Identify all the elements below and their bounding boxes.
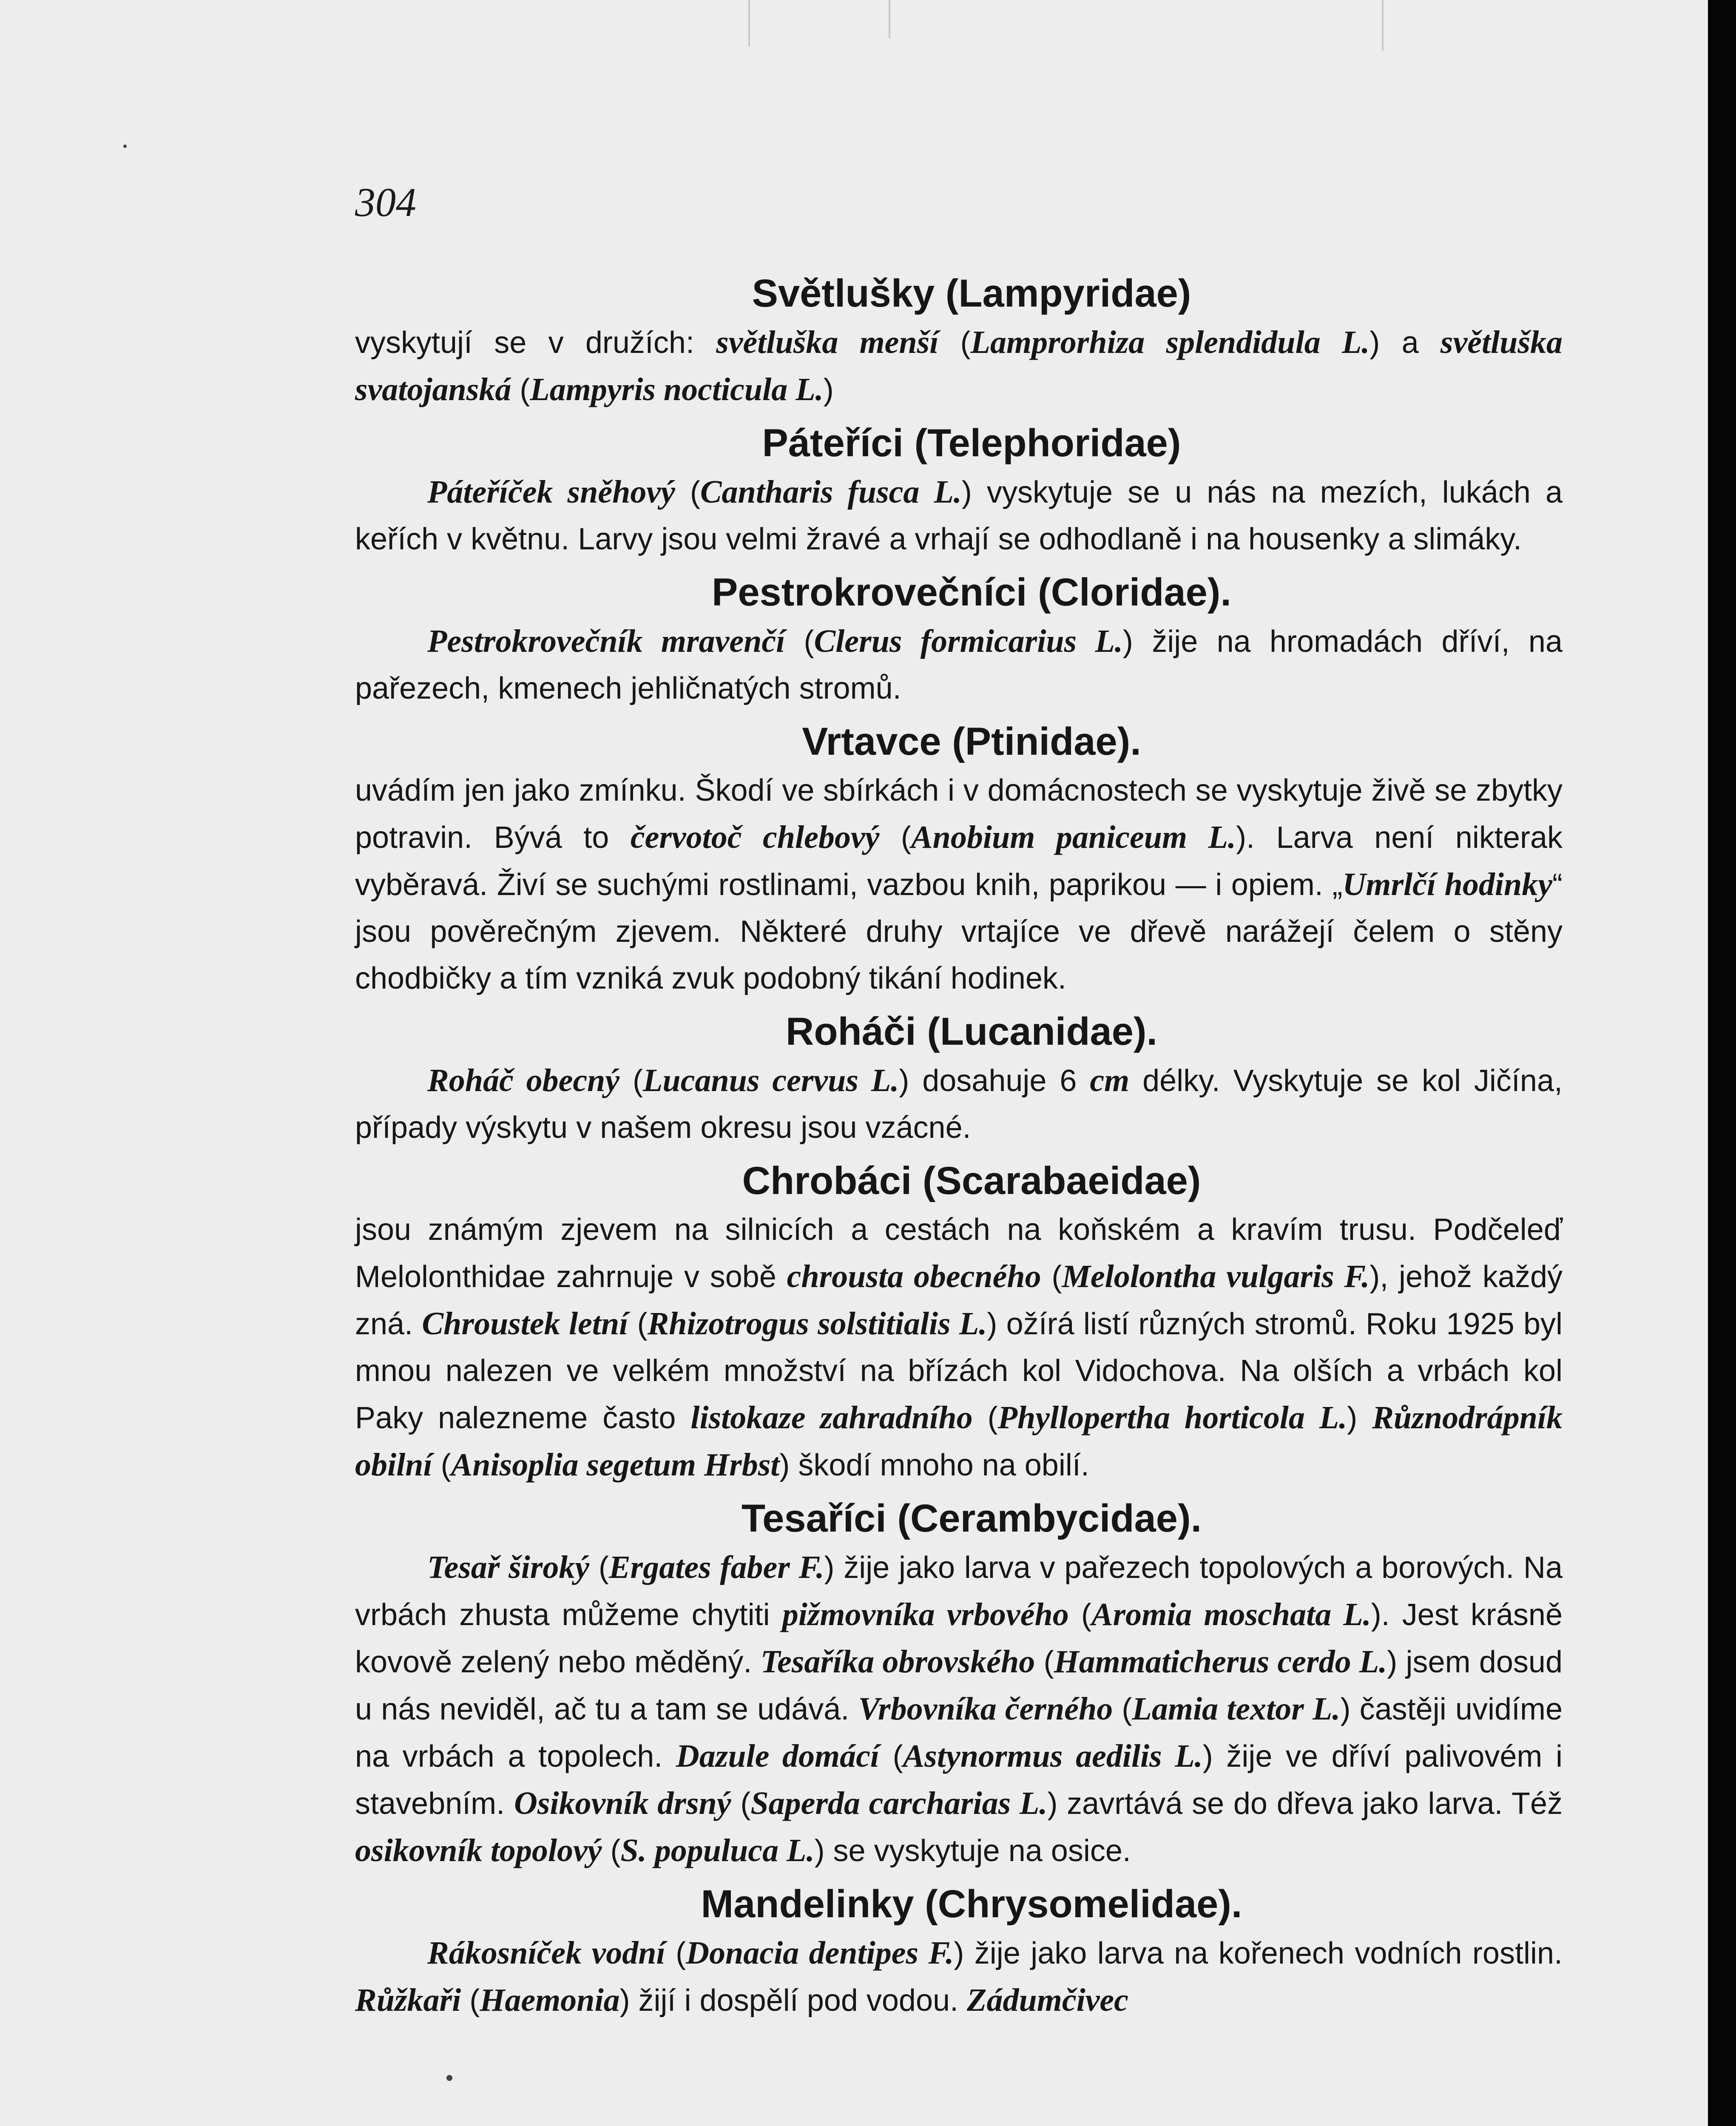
section-heading: Světlušky (Lampyridae) — [752, 272, 1191, 315]
species-name: S. populuca L. — [620, 1833, 815, 1868]
species-name: osikovník topolový — [355, 1833, 602, 1868]
species-name: Anobium paniceum L. — [911, 819, 1236, 855]
section-paragraph: vyskytují se v družích: světluška menší (Lamprorhiza splendidula L.) a světluška svatojanská (Lampyris nocticula L.) — [355, 324, 1563, 407]
scan-artifact-top — [889, 0, 890, 38]
species-name: Chroustek letní — [422, 1306, 628, 1342]
section-heading: Roháči (Lucanidae). — [785, 1010, 1158, 1053]
species-name: Lamia textor L. — [1132, 1691, 1341, 1727]
species-name: Anisoplia segetum Hrbst — [451, 1447, 780, 1483]
species-name: Růžkaři — [355, 1982, 461, 2018]
section-heading: Chrobáci (Scarabaeidae) — [742, 1159, 1201, 1202]
species-name: Lucanus cervus L. — [642, 1063, 899, 1098]
species-name: Aromia moschata L. — [1091, 1597, 1371, 1632]
species-name: listokaze zahradního — [690, 1400, 973, 1435]
section-paragraph: Pestrokrovečník mravenčí (Clerus formicarius L.) žije na hromadách dříví, na pařezech, kmenech jehličnatých stromů. — [355, 623, 1563, 705]
species-name: Hammaticherus cerdo L. — [1054, 1644, 1387, 1680]
scan-speck — [123, 145, 127, 148]
species-name: cm — [1090, 1063, 1130, 1098]
section-paragraph: Tesař široký (Ergates faber F.) žije jako larva v pařezech topolových a borových. Na vrbách zhusta můžeme chytiti pižmovníka vrbového (Aromia moschata L.). Jest krásně kovově zelený nebo měděný. Tesaříka obrovského (Hammaticherus cerdo L.) jsem dosud u nás neviděl, ač tu a tam se udává. Vrbovníka černého (Lamia textor L.) častěji uvidíme na vrbách a topolech. Dazule domácí (Astynormus aedilis L.) žije ve dříví palivovém i stavebním. Osikovník drsný (Saperda carcharias L.) zavrtává se do dřeva jako larva. Též osikovník topolový (S. populuca L.) se vyskytuje na osice. — [355, 1549, 1563, 1868]
section-paragraph: Rákosníček vodní (Donacia dentipes F.) žije jako larva na kořenech vodních rostlin. Růžkaři (Haemonia) žijí i dospělí pod vodou. Zádumčivec — [355, 1935, 1563, 2018]
species-name: Dazule domácí — [676, 1738, 879, 1774]
species-name: Lamprorhiza splendidula L. — [970, 324, 1370, 360]
species-name: Ergates faber F. — [608, 1549, 824, 1585]
species-name: pižmovníka vrbového — [782, 1597, 1069, 1632]
scan-artifact-top — [748, 0, 750, 47]
section-paragraph: Roháč obecný (Lucanus cervus L.) dosahuje 6 cm délky. Vyskytuje se kol Jičína, případy výskytu v našem okresu jsou vzácné. — [355, 1063, 1563, 1145]
species-name: světluška svatojanská — [355, 324, 1563, 407]
section-paragraph: uvádím jen jako zmínku. Škodí ve sbírkách i v domácnostech se vyskytuje živě se zbytky potravin. Bývá to červotoč chlebový (Anobium paniceum L.). Larva není nikterak vyběravá. Živí se suchými rostlinami, vazbou knih, paprikou — i opiem. „Umrlčí hodinky“ jsou pověrečným zjevem. Některé druhy vrtajíce ve dřevě narážejí čelem o stěny chodbičky a tím vzniká zvuk podobný tikání hodinek. — [355, 773, 1563, 995]
species-name: Různodrápník obilní — [355, 1400, 1563, 1483]
species-name: Haemonia — [480, 1982, 620, 2018]
species-name: Pestrokrovečník mravenčí — [427, 623, 785, 659]
section-heading: Mandelinky (Chrysomelidae). — [701, 1882, 1242, 1926]
species-name: Rhizotrogus solstitialis L. — [647, 1306, 987, 1342]
section-heading: Páteříci (Telephoridae) — [762, 421, 1181, 465]
section-heading: Vrtavce (Ptinidae). — [802, 720, 1141, 763]
species-name: Phyllopertha horticola L. — [997, 1400, 1347, 1435]
article-body — [355, 264, 1563, 2024]
species-name: Donacia dentipes F. — [686, 1935, 954, 1971]
species-name: Clerus formicarius L. — [814, 623, 1123, 659]
species-name: chrousta obecného — [787, 1259, 1041, 1294]
species-name: Tesaříka obrovského — [760, 1644, 1035, 1680]
species-name: Melolontha vulgaris F. — [1062, 1259, 1370, 1294]
species-name: Lampyris nocticula L. — [530, 372, 824, 407]
page-number: 304 — [355, 179, 416, 225]
species-name: Osikovník drsný — [514, 1785, 731, 1821]
scan-artifact-top — [1382, 0, 1384, 51]
species-name: Rákosníček vodní — [427, 1935, 665, 1971]
species-name: světluška menší — [716, 324, 939, 360]
species-name: Zádumčivec — [967, 1982, 1128, 2018]
scan-border-right — [1708, 0, 1736, 2126]
section-paragraph: Páteříček sněhový (Cantharis fusca L.) vyskytuje se u nás na mezích, lukách a keřích v květnu. Larvy jsou velmi žravé a vrhají se odhodlaně i na housenky a slimáky. — [355, 474, 1563, 556]
species-name: Saperda carcharias L. — [750, 1785, 1048, 1821]
scan-speck — [446, 2075, 452, 2081]
species-name: červotoč chlebový — [630, 819, 880, 855]
section-heading: Tesaříci (Cerambycidae). — [741, 1497, 1202, 1540]
species-name: Roháč obecný — [427, 1063, 620, 1098]
species-name: Tesař široký — [427, 1549, 590, 1585]
species-name: Vrbovníka černého — [858, 1691, 1113, 1727]
section-heading: Pestrokrovečníci (Cloridae). — [712, 571, 1231, 614]
species-name: Cantharis fusca L. — [700, 474, 962, 510]
section-paragraph: jsou známým zjevem na silnicích a cestách na koňském a kravím trusu. Podčeleď Melolonthidae zahrnuje v sobě chrousta obecného (Melolontha vulgaris F.), jehož každý zná. Chroustek letní (Rhizotrogus solstitialis L.) ožírá listí různých stromů. Roku 1925 byl mnou nalezen ve velkém množství na břízách kol Vidochova. Na olších a vrbách kol Paky nalezneme často listokaze zahradního (Phyllopertha horticola L.) Různodrápník obilní (Anisoplia segetum Hrbst) škodí mnoho na obilí. — [355, 1213, 1563, 1483]
species-name: Umrlčí hodinky — [1342, 867, 1553, 902]
species-name: Páteříček sněhový — [427, 474, 675, 510]
species-name: Astynormus aedilis L. — [903, 1738, 1203, 1774]
